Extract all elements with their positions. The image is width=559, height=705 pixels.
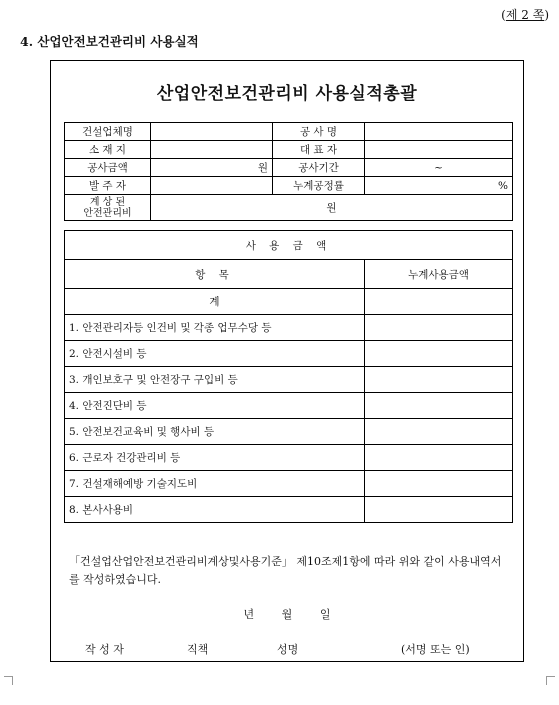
date-month[interactable]: 월 — [281, 608, 293, 621]
company-label: 건설업체명 — [65, 123, 151, 141]
budget-label: 계 상 된 안전관리비 — [65, 195, 151, 221]
ceo-value[interactable] — [365, 141, 513, 159]
item-label: 1. 안전관리자등 인건비 및 각종 업무수당 등 — [65, 315, 365, 341]
location-label: 소 재 지 — [65, 141, 151, 159]
orderer-label: 발 주 자 — [65, 177, 151, 195]
usage-section-header: 사 용 금 액 — [65, 231, 513, 260]
date-year[interactable]: 년 — [243, 608, 255, 621]
item-label: 3. 개인보호구 및 안전장구 구입비 등 — [65, 367, 365, 393]
section-title: 4. 산업안전보건관리비 사용실적 — [20, 34, 199, 49]
project-info-table — [64, 122, 513, 221]
table-row — [65, 341, 513, 367]
date-day[interactable]: 일 — [319, 608, 331, 621]
table-row — [65, 471, 513, 497]
form-title: 산업안전보건관리비 사용실적총괄 — [156, 84, 418, 104]
position-label[interactable]: 직책 — [187, 643, 209, 656]
author-label: 작 성 자 — [85, 643, 124, 656]
location-value[interactable] — [151, 141, 273, 159]
crop-mark-left — [4, 676, 13, 685]
progress-value[interactable]: % — [365, 177, 513, 195]
item-amount[interactable] — [365, 367, 513, 393]
period-label: 공사기간 — [273, 159, 365, 177]
table-row — [65, 393, 513, 419]
usage-summary-form — [50, 60, 524, 662]
table-row — [65, 367, 513, 393]
item-label: 2. 안전시설비 등 — [65, 341, 365, 367]
statement-text: 「건설업산업안전보건관리비계상및사용기준」 제10조제1항에 따라 위와 같이 사용내역서를 작성하였습니다. — [69, 555, 502, 586]
item-amount[interactable] — [365, 471, 513, 497]
page-number-label: 제 2 쪽 — [505, 8, 545, 22]
orderer-value[interactable] — [151, 177, 273, 195]
item-label: 6. 근로자 건강관리비 등 — [65, 445, 365, 471]
name-label[interactable]: 성명 — [277, 643, 299, 656]
column-header-cumulative: 누계사용금액 — [365, 260, 513, 289]
budget-value[interactable]: 원 — [151, 195, 513, 221]
project-label: 공 사 명 — [273, 123, 365, 141]
period-value[interactable]: ~ — [365, 159, 513, 177]
total-label: 계 — [65, 289, 365, 315]
item-amount[interactable] — [365, 419, 513, 445]
ceo-label: 대 표 자 — [273, 141, 365, 159]
company-value[interactable] — [151, 123, 273, 141]
signature-field[interactable]: (서명 또는 인) — [401, 643, 470, 656]
table-row — [65, 315, 513, 341]
item-label: 8. 본사사용비 — [65, 497, 365, 523]
item-amount[interactable] — [365, 393, 513, 419]
item-label: 5. 안전보건교육비 및 행사비 등 — [65, 419, 365, 445]
column-header-item: 항 목 — [65, 260, 365, 289]
item-label: 7. 건설재해예방 기술지도비 — [65, 471, 365, 497]
date-line — [51, 606, 523, 622]
total-value[interactable] — [365, 289, 513, 315]
table-row — [65, 497, 513, 523]
item-amount[interactable] — [365, 497, 513, 523]
item-amount[interactable] — [365, 341, 513, 367]
table-row — [65, 445, 513, 471]
item-amount[interactable] — [365, 445, 513, 471]
project-value[interactable] — [365, 123, 513, 141]
table-row — [65, 419, 513, 445]
amount-value[interactable]: 원 — [151, 159, 273, 177]
amount-label: 공사금액 — [65, 159, 151, 177]
usage-amount-table — [64, 230, 513, 523]
page-number: (제 2 쪽) — [501, 8, 549, 22]
item-label: 4. 안전진단비 등 — [65, 393, 365, 419]
item-amount[interactable] — [365, 315, 513, 341]
crop-mark-right — [546, 676, 555, 685]
progress-label: 누계공정률 — [273, 177, 365, 195]
